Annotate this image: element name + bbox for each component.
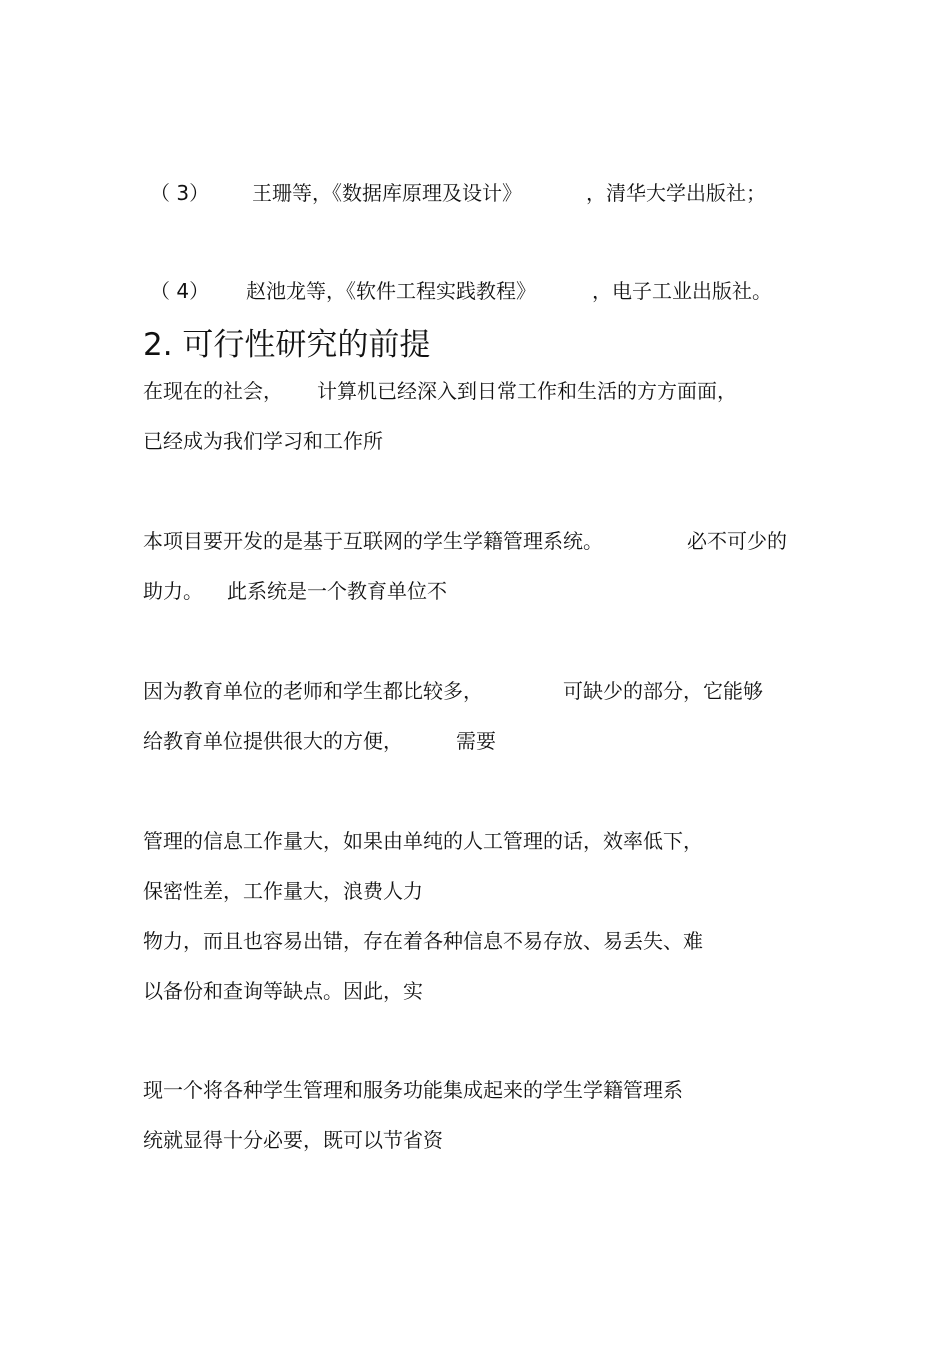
body-text: 因为教育单位的老师和学生都比较多，	[143, 679, 483, 703]
body-line	[0, 527, 950, 555]
section-heading: 2. 可行性研究的前提	[143, 327, 431, 363]
body-text: 此系统是一个教育单位不	[227, 579, 447, 603]
reference-number: （ 4）	[150, 279, 210, 303]
body-text: 计算机已经深入到日常工作和生活的方方面面，	[317, 379, 737, 403]
body-text: 本项目要开发的是基于互联网的学生学籍管理系统。	[143, 529, 603, 553]
body-text: 保密性差，工作量大，浪费人力	[143, 879, 423, 903]
body-line	[0, 577, 950, 605]
body-text: 可缺少的部分，它能够	[563, 679, 763, 703]
reference-author-title: 赵池龙等，《软件工程实践教程》	[246, 279, 536, 303]
body-text: 必不可少的	[687, 529, 787, 553]
body-text: 现一个将各种学生管理和服务功能集成起来的学生学籍管理系	[143, 1078, 683, 1102]
reference-author-title: 王珊等，《数据库原理及设计》	[252, 181, 522, 205]
body-text: 物力，而且也容易出错，存在着各种信息不易存放、易丢失、难	[143, 929, 703, 953]
body-text: 统就显得十分必要，既可以节省资	[143, 1128, 443, 1152]
body-text: 在现在的社会，	[143, 379, 283, 403]
reference-item	[0, 179, 950, 207]
body-text: 需要	[456, 729, 496, 753]
reference-publisher: ，电子工业出版社。	[592, 279, 772, 303]
body-text: 已经成为我们学习和工作所	[143, 429, 383, 453]
body-text: 给教育单位提供很大的方便，	[143, 729, 403, 753]
body-text: 以备份和查询等缺点。因此，实	[143, 979, 423, 1003]
body-line	[0, 377, 950, 405]
reference-publisher: ，清华大学出版社；	[586, 181, 766, 205]
reference-item	[0, 277, 950, 305]
body-line	[0, 677, 950, 705]
reference-number: （ 3）	[150, 181, 210, 205]
body-line	[0, 727, 950, 755]
body-text: 管理的信息工作量大，如果由单纯的人工管理的话，效率低下，	[143, 829, 703, 853]
body-text: 助力。	[143, 579, 203, 603]
